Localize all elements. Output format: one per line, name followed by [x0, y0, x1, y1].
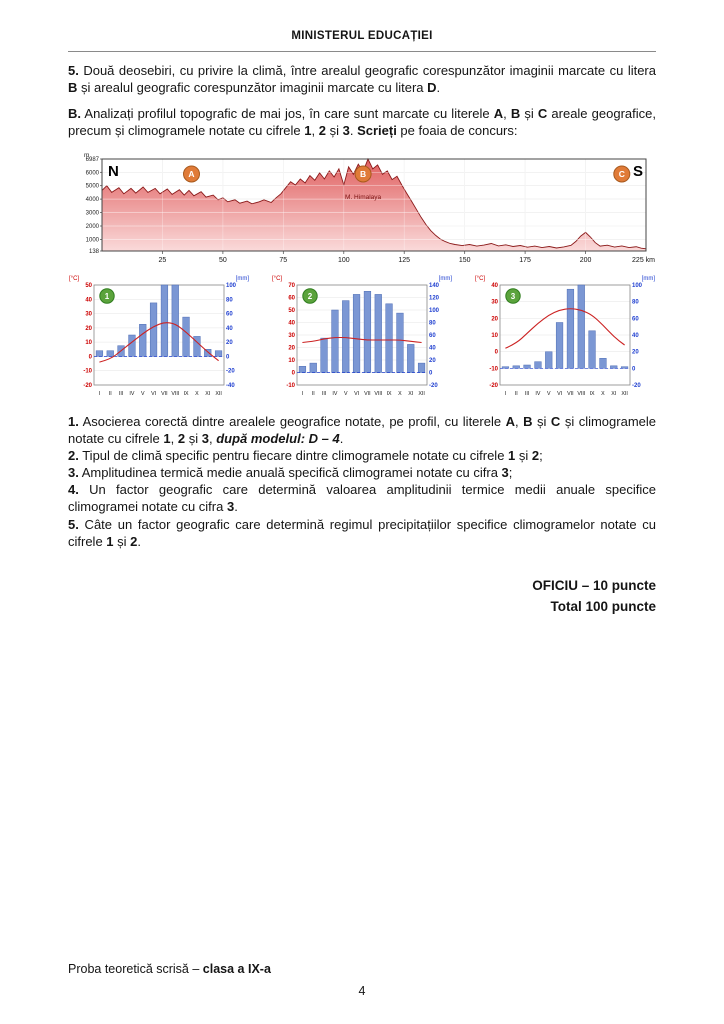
question-2 — [68, 447, 656, 464]
text-segment: 2 — [177, 430, 186, 446]
precip-tick-label: 60 — [226, 311, 233, 318]
precip-tick-label: 120 — [429, 295, 440, 302]
text-segment: după modelul: D – 4 — [216, 430, 340, 446]
precip-tick-label: 40 — [429, 345, 436, 352]
km-end-label: 225 km — [632, 256, 655, 264]
text-segment: și climogramele notate cu cifrele — [68, 413, 657, 446]
text-segment: 2. — [68, 447, 79, 463]
elev-tick-label: 1000 — [85, 236, 99, 243]
precip-tick-label: 100 — [429, 307, 440, 314]
temp-tick-label: 0 — [291, 370, 295, 377]
text-segment: 2 — [318, 122, 326, 138]
km-tick-label: 75 — [279, 256, 288, 264]
text-segment: C — [537, 105, 548, 121]
text-segment: 3 — [201, 430, 209, 446]
precip-tick-label: 20 — [226, 339, 233, 346]
month-label: II — [311, 390, 315, 397]
elev-tick-label: 6000 — [85, 169, 99, 176]
km-tick-label: 50 — [219, 256, 227, 264]
text-segment: 2 — [531, 447, 540, 463]
month-label: VI — [557, 390, 563, 397]
text-segment: 3. — [68, 465, 79, 481]
text-segment: 1. — [68, 413, 79, 429]
precip-tick-label: 0 — [226, 353, 230, 360]
text-segment: B — [510, 105, 521, 121]
precip-bar — [150, 302, 157, 356]
text-segment: 5. — [68, 63, 79, 78]
climograph-number: 1 — [104, 291, 110, 301]
elevation-unit-label: m — [84, 151, 90, 159]
month-label: I — [301, 390, 304, 397]
text-segment: D — [427, 79, 437, 95]
north-label: N — [108, 162, 119, 180]
precip-tick-label: 100 — [632, 282, 643, 289]
text-segment: Analizați profilul topografic de mai jos, în care sunt marcate cu literele — [81, 105, 494, 121]
text-segment: , — [208, 430, 217, 446]
precip-tick-label: -20 — [429, 382, 438, 389]
precip-bar — [139, 324, 146, 356]
text-segment: B. — [68, 105, 81, 121]
text-segment: , — [515, 413, 524, 429]
climograph-3 — [474, 271, 656, 399]
temp-tick-label: 30 — [288, 332, 295, 339]
month-label: II — [514, 390, 518, 397]
precip-bar — [364, 291, 371, 372]
mm-unit-label: [mm] — [641, 275, 655, 282]
marker-label-B: B — [360, 168, 367, 179]
temp-tick-label: -10 — [286, 382, 295, 389]
month-label: I — [98, 390, 101, 397]
temp-tick-label: 10 — [288, 357, 295, 364]
text-segment: și — [532, 413, 551, 429]
precip-tick-label: 40 — [226, 325, 233, 332]
question-4 — [68, 481, 656, 515]
precip-tick-label: 100 — [226, 282, 237, 289]
month-label: XI — [611, 390, 617, 397]
month-label: V — [141, 390, 145, 397]
precip-bar — [610, 365, 617, 368]
topographic-profile-chart — [68, 149, 656, 267]
month-label: VIII — [374, 390, 383, 397]
km-tick-label: 25 — [158, 256, 167, 264]
precip-bar — [386, 303, 393, 372]
precip-tick-label: 60 — [632, 315, 639, 322]
text-segment: , — [170, 430, 178, 446]
month-label: VIII — [171, 390, 180, 397]
elev-tick-label: 5000 — [85, 183, 99, 190]
text-segment: și — [515, 447, 532, 463]
temp-curve — [505, 308, 624, 348]
text-segment: 3 — [226, 499, 235, 515]
temp-tick-label: 30 — [85, 311, 92, 318]
month-label: VIII — [577, 390, 586, 397]
temp-curve — [302, 337, 421, 342]
precip-bar — [183, 317, 190, 356]
precip-tick-label: 40 — [632, 332, 639, 339]
month-label: IX — [183, 390, 189, 397]
climograph-2 — [271, 271, 453, 399]
text-segment: Asocierea corectă dintre arealele geografice notate, pe profil, cu literele — [78, 413, 506, 429]
text-segment: 2 — [130, 533, 138, 549]
precip-bar — [375, 294, 382, 372]
text-segment: 1 — [106, 533, 114, 549]
precip-bar — [299, 366, 306, 372]
mm-unit-label: [mm] — [438, 275, 452, 282]
text-segment: ; — [508, 465, 513, 481]
text-segment: B — [523, 413, 533, 429]
elev-tick-label: 138 — [88, 248, 99, 255]
temp-tick-label: -10 — [489, 365, 498, 372]
ministry-header: MINISTERUL EDUCAȚIEI — [291, 30, 433, 42]
text-segment: 1 — [304, 122, 312, 138]
month-label: IX — [386, 390, 392, 397]
temp-tick-label: 50 — [85, 282, 92, 289]
text-segment: pe foaia de concurs: — [396, 122, 518, 138]
month-label: X — [398, 390, 402, 397]
temp-tick-label: 40 — [85, 296, 92, 303]
elev-tick-label: 6987 — [85, 156, 99, 163]
month-label: V — [344, 390, 348, 397]
temp-tick-label: 0 — [494, 349, 498, 356]
month-label: IV — [535, 390, 541, 397]
marker-label-A: A — [188, 168, 195, 179]
temp-tick-label: 50 — [288, 307, 295, 314]
questions-block — [68, 413, 656, 550]
text-segment: ; — [539, 447, 543, 463]
precip-tick-label: 140 — [429, 282, 440, 289]
text-segment: 3 — [501, 465, 509, 481]
temp-tick-label: 0 — [88, 353, 92, 360]
temp-tick-label: 40 — [491, 282, 498, 289]
text-segment: 5. — [68, 516, 79, 532]
month-label: VI — [151, 390, 157, 397]
text-segment: și arealul geografic corespunzător imaginii marcate cu litera — [77, 79, 428, 95]
precip-bar — [321, 338, 328, 372]
text-segment: Amplitudinea termică medie anuală specifică climogramei notate cu cifra — [78, 465, 502, 481]
item-B-text — [68, 106, 656, 140]
precip-bar — [353, 294, 360, 372]
precip-tick-label: 20 — [632, 349, 639, 356]
temp-tick-label: -10 — [83, 368, 92, 375]
text-segment: . — [339, 430, 344, 446]
precip-bar — [524, 365, 531, 368]
text-segment: 3 — [342, 122, 350, 138]
temp-tick-label: 70 — [288, 282, 295, 289]
text-segment: 1 — [508, 447, 516, 463]
text-segment: Tipul de climă specific pentru fiecare dintre climogramele notate cu cifrele — [78, 447, 509, 463]
precip-tick-label: 60 — [429, 332, 436, 339]
text-segment: B — [68, 79, 78, 95]
precip-bar — [310, 363, 317, 372]
elev-tick-label: 4000 — [85, 196, 99, 203]
precip-tick-label: 20 — [429, 357, 436, 364]
precip-bar — [332, 310, 339, 373]
month-label: XII — [215, 390, 222, 397]
header-divider — [68, 51, 656, 52]
precip-tick-label: 0 — [429, 370, 433, 377]
precip-bar — [556, 322, 563, 368]
question-3 — [68, 464, 656, 481]
month-label: I — [504, 390, 507, 397]
text-segment: Două deosebiri, cu privire la climă, între arealul geografic corespunzător imaginii marcate cu litera — [78, 63, 656, 78]
month-label: VII — [364, 390, 371, 397]
elev-tick-label: 2000 — [85, 223, 99, 230]
month-label: IV — [332, 390, 338, 397]
precip-bar — [96, 350, 103, 356]
page-number: 4 — [358, 984, 366, 998]
precip-tick-label: 80 — [429, 320, 436, 327]
text-segment: și — [520, 105, 538, 121]
text-segment: Proba teoretică scrisă – — [68, 962, 203, 976]
text-segment: și — [113, 533, 131, 549]
temp-tick-label: 20 — [85, 325, 92, 332]
text-segment: . — [137, 533, 142, 549]
text-segment: 4. — [68, 482, 79, 498]
text-segment: Scrieți — [357, 122, 397, 138]
celsius-unit-label: [°C] — [475, 275, 486, 282]
precip-bar — [418, 363, 425, 372]
month-label: XII — [621, 390, 628, 397]
climograph-number: 2 — [307, 291, 313, 301]
temp-tick-label: 20 — [288, 345, 295, 352]
month-label: III — [321, 390, 327, 397]
temp-tick-label: -20 — [489, 382, 498, 389]
marker-label-C: C — [618, 168, 625, 179]
month-label: XII — [418, 390, 425, 397]
km-tick-label: 150 — [458, 256, 471, 264]
km-tick-label: 100 — [337, 256, 350, 264]
text-segment: areale geografice, precum și climogramele notate cu cifrele — [68, 105, 656, 138]
celsius-unit-label: [°C] — [272, 275, 283, 282]
month-label: VII — [567, 390, 574, 397]
mm-unit-label: [mm] — [235, 275, 249, 282]
precip-bar — [589, 330, 596, 368]
total-points: Total 100 puncte — [550, 598, 656, 614]
elev-tick-label: 3000 — [85, 210, 99, 217]
temp-tick-label: -20 — [83, 382, 92, 389]
text-segment: și — [185, 430, 202, 446]
celsius-unit-label: [°C] — [69, 275, 80, 282]
topographic-figure — [68, 149, 656, 399]
text-segment: A — [505, 413, 515, 429]
precip-bar — [513, 365, 520, 368]
km-tick-label: 200 — [579, 256, 592, 264]
text-segment: Câte un factor geografic care determină regimul precipitațiilor specifice climogramelor notate cu cifrele — [68, 516, 656, 549]
text-segment: 1 — [163, 430, 171, 446]
temp-tick-label: 10 — [491, 332, 498, 339]
precip-bar — [215, 350, 222, 356]
month-label: IV — [129, 390, 135, 397]
climograph-row — [68, 271, 656, 399]
footer-test-info — [68, 962, 271, 976]
precip-bar — [567, 289, 574, 368]
month-label: XI — [408, 390, 414, 397]
precip-bar — [397, 313, 404, 372]
text-segment: C — [550, 413, 561, 429]
question-5 — [68, 516, 656, 550]
precip-bar — [107, 350, 114, 356]
precip-tick-label: 0 — [632, 365, 636, 372]
temp-tick-label: 40 — [288, 320, 295, 327]
text-segment: . — [349, 122, 358, 138]
precip-tick-label: 80 — [226, 296, 233, 303]
text-segment: , — [503, 105, 511, 121]
month-label: XI — [205, 390, 211, 397]
text-segment: și — [325, 122, 343, 138]
question-1 — [68, 413, 656, 447]
month-label: V — [547, 390, 551, 397]
temp-tick-label: 20 — [491, 315, 498, 322]
text-segment: , — [311, 122, 319, 138]
precip-tick-label: -20 — [632, 382, 641, 389]
text-segment: Un factor geografic care determină valoarea amplitudinii termice medii anuale specifice climogramei notate cu cifra — [68, 482, 656, 515]
precip-tick-label: -20 — [226, 368, 235, 375]
precip-bar — [578, 285, 585, 368]
month-label: III — [118, 390, 124, 397]
month-label: X — [601, 390, 605, 397]
temp-tick-label: 30 — [491, 299, 498, 306]
km-tick-label: 175 — [519, 256, 531, 264]
text-segment: clasa a IX-a — [202, 962, 271, 976]
totals-block — [68, 576, 656, 618]
precip-bar — [535, 361, 542, 368]
climograph-number: 3 — [510, 291, 516, 301]
south-label: S — [632, 162, 643, 180]
mountain-name-label: M. Himalaya — [345, 193, 382, 201]
text-segment: A — [493, 105, 504, 121]
km-tick-label: 125 — [398, 256, 411, 264]
temp-tick-label: 10 — [85, 339, 92, 346]
precip-bar — [161, 285, 168, 356]
month-label: X — [195, 390, 199, 397]
text-segment: . — [436, 79, 441, 95]
precip-tick-label: 80 — [632, 299, 639, 306]
month-label: VII — [161, 390, 168, 397]
precip-bar — [600, 358, 607, 368]
climograph-1 — [68, 271, 250, 399]
precip-bar — [129, 335, 136, 356]
precip-bar — [545, 351, 552, 368]
precip-bar — [407, 344, 414, 372]
month-label: II — [108, 390, 112, 397]
month-label: IX — [589, 390, 595, 397]
temp-tick-label: 60 — [288, 295, 295, 302]
month-label: VI — [354, 390, 360, 397]
month-label: III — [524, 390, 530, 397]
oficiu-points: OFICIU – 10 puncte — [532, 577, 656, 593]
text-segment: . — [234, 499, 238, 515]
precip-tick-label: -40 — [226, 382, 235, 389]
item-5-text — [68, 63, 656, 97]
precip-bar — [342, 300, 349, 372]
precip-bar — [172, 285, 179, 356]
